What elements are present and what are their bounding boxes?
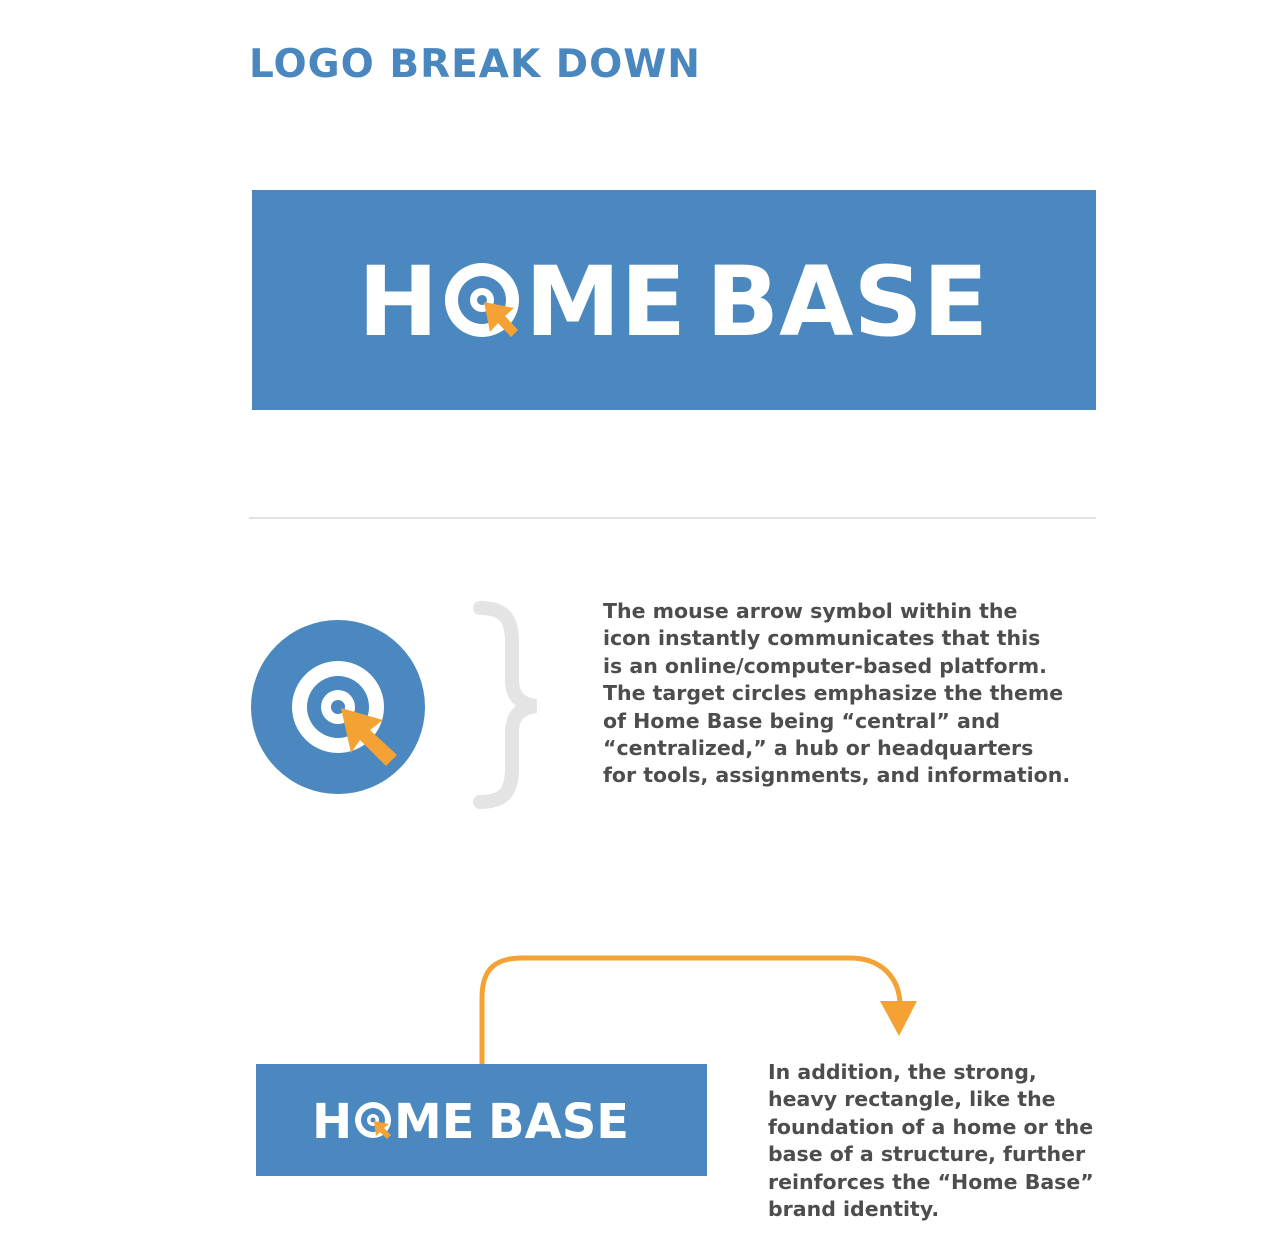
- icon-description-line: “centralized,” a hub or headquarters: [603, 736, 1034, 761]
- logo-wordmark-small: [256, 1064, 707, 1176]
- logo-letter-h: H: [358, 246, 439, 358]
- icon-description: [603, 598, 1070, 790]
- home-base-logo-large: [252, 190, 1096, 410]
- rectangle-description-line: foundation of a home or the: [768, 1114, 1094, 1139]
- target-cursor-icon: [445, 263, 519, 337]
- icon-description-line: The target circles emphasize the theme: [603, 681, 1064, 706]
- icon-description-line: is an online/computer-based platform.: [603, 653, 1047, 678]
- rectangle-description-line: brand identity.: [768, 1197, 940, 1222]
- logo-wordmark-large: [252, 190, 1096, 410]
- logo-letters-me: ME: [525, 246, 687, 358]
- curly-brace-icon: [470, 598, 550, 812]
- icon-description-line: icon instantly communicates that this: [603, 626, 1041, 651]
- logo-word-base: BASE: [488, 1094, 630, 1150]
- icon-description-line: The mouse arrow symbol within the: [603, 599, 1018, 623]
- logo-letters-me: ME: [394, 1094, 475, 1150]
- logo-letter-h: H: [312, 1094, 353, 1150]
- icon-description-line: for tools, assignments, and information.: [603, 763, 1071, 788]
- home-base-logo-small: [256, 1064, 707, 1176]
- rectangle-description-line: base of a structure, further: [768, 1142, 1086, 1167]
- rectangle-description-line: reinforces the “Home Base”: [768, 1169, 1094, 1194]
- logo-word-base: BASE: [706, 246, 989, 358]
- rectangle-description-line: heavy rectangle, like the: [768, 1087, 1056, 1112]
- page-title: LOGO BREAK DOWN: [249, 42, 701, 87]
- target-cursor-icon: [250, 619, 426, 795]
- target-cursor-icon: [355, 1102, 391, 1139]
- rectangle-description: [768, 1059, 1094, 1223]
- section-divider: [249, 517, 1096, 519]
- rectangle-description-line: In addition, the strong,: [768, 1060, 1037, 1084]
- icon-description-line: of Home Base being “central” and: [603, 708, 1001, 733]
